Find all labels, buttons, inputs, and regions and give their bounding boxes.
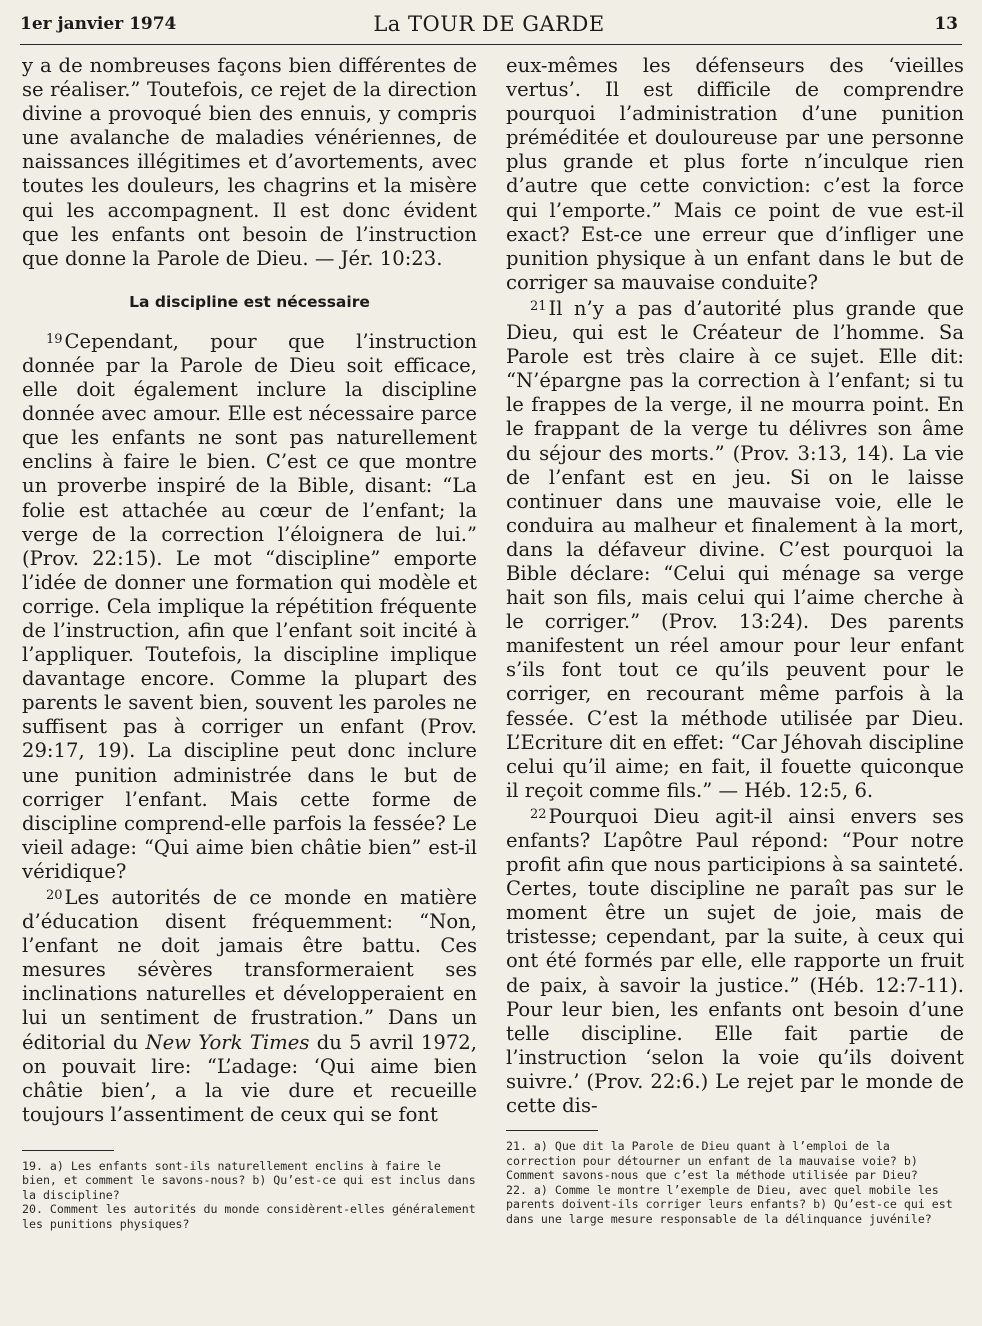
left-column	[22, 54, 477, 1231]
paragraph-21	[506, 295, 964, 803]
footnote-22: 22. a) Comme le montre l’exemple de Dieu, avec quel mobile les parents doivent-ils corriger leurs enfants? b) Qu’est-ce qui est dans une large mesure responsable de la délinquance juvénile?	[506, 1182, 953, 1226]
paragraph-22	[506, 803, 964, 1118]
paragraph-21-text: Il n’y a pas d’autorité plus grande que Dieu, qui est le Créateur de l’homme. Sa Parole est très claire à ce sujet. Elle dit: “N’épargne pas la correction à l’enfant; si tu le frappes de la verge, il ne mourra point. En le frappant de la verge tu délivres son âme du séjour des morts.” (Prov. 3:13, 14). La vie de l’enfant est en jeu. Si on le laisse continuer dans une mauvaise voie, elle le conduira au malheur et finalement à la mort, dans la défaveur divine. C’est pourquoi la Bible déclare: “Celui qui ménage sa verge hait son fils, mais celui qui l’aime cherche à le corriger.” (Prov. 13:24). Des parents manifestent un réel amour pour leur enfant s’ils font tout ce qu’ils peuvent pour le corriger, en recourant même parfois à la fessée. C’est la méthode utilisée par Dieu. L’Ecriture dit en effet: “Car Jéhovah discipline celui qu’il aime; en fait, il fouette quiconque il reçoit comme fils.” — Héb. 12:5, 6.	[506, 296, 964, 802]
publication-title: La TOUR DE GARDE	[373, 12, 605, 36]
paragraph-19-text: Cependant, pour que l’instruction donnée par la Parole de Dieu soit efficace, elle doit également inclure la discipline donnée avec amour. Elle est nécessaire parce que les enfants ne sont pas naturellement enclins à faire le bien. C’est ce que montre un proverbe inspiré de la Bible, disant: “La folie est attachée au cœur de l’enfant; la verge de la correction l’éloignera de lui.” (Prov. 22:15). Le mot “discipline” emporte l’idée de donner une formation qui modèle et corrige. Cela implique la répétition fréquente de l’instruction, afin que l’enfant soit incité à l’appliquer. Toutefois, la discipline implique davantage encore. Comme la plupart des parents le savent bien, souvent les paroles ne suffisent pas à corriger un enfant (Prov. 29:17, 19). La discipline peut donc inclure une punition administrée dans le but de corriger l’enfant. Mais cette forme de discipline comprend-elle parfois la fessée? Le vieil adage: “Qui aime bien châtie bien” est-il véridique?	[22, 329, 477, 883]
paragraph-20-text-b: du 5 avril 1972, on pouvait lire: “L’adage: ‘Qui aime bien châtie bien’, a la vie dure et recueille toujours l’assentiment de ceux qui se font	[22, 1030, 477, 1126]
footnote-21: 21. a) Que dit la Parole de Dieu quant à l’emploi de la correction pour détourner un enfant de la mauvaise voie? b) Comment savons-nous que c’est la méthode utilisée par Dieu?	[506, 1139, 918, 1183]
page-number: 13	[934, 14, 958, 34]
paragraph-20-text-a: Les autorités de ce monde en matière d’éducation disent fréquemment: “Non, l’enfant ne doit jamais être battu. Ces mesures sévères transformeraient ses inclinations naturelles et développeraient en lui un sentiment de frustration.” Dans un éditorial du	[22, 886, 477, 1054]
paragraph-18-continued: y a de nombreuses façons bien différentes de se réaliser.” Toutefois, ce rejet de la direction divine a provoqué bien des ennuis, y compris une avalanche de maladies vénériennes, de naissances illégitimes et d’avortements, avec toutes les douleurs, les chagrins et la misère qui les accompagnent. Il est donc évident que les enfants ont besoin de l’instruction que donne la Parole de Dieu. — Jér. 10:23.	[22, 54, 477, 270]
right-column	[506, 54, 964, 1226]
footnote-rule	[22, 1150, 114, 1151]
paragraph-number-20: 20	[46, 888, 63, 903]
header-rule	[20, 44, 962, 45]
section-heading: La discipline est nécessaire	[129, 292, 370, 311]
paragraph-22-text: Pourquoi Dieu agit-il ainsi envers ses enfants? L’apôtre Paul répond: “Pour notre profit afin que nous participions à sa sainteté. Certes, toute discipline ne paraît pas sur le moment être un sujet de joie, mais de tristesse; cependant, par la suite, à ceux qui ont été formés par elle, elle rapporte un fruit de paix, à savoir la justice.” (Héb. 12:7-11). Pour leur bien, les enfants ont besoin d’une telle discipline. Elle fait partie de l’instruction ‘selon la voie qu’ils doivent suivre.’ (Prov. 22:6.) Le rejet par le monde de cette dis-	[506, 804, 964, 1118]
paragraph-20	[22, 884, 477, 1127]
paragraph-20-continued: eux-mêmes les défenseurs des ‘vieilles vertus’. Il est difficile de comprendre pourquoi l’administration d’une punition préméditée et douloureuse par une personne plus grande et plus forte n’inculque rien d’autre que cette conviction: c’est la force qui l’emporte.” Mais ce point de vue est-il exact? Est-ce une erreur que d’infliger une punition physique à un enfant dans le but de corriger sa mauvaise conduite?	[506, 54, 964, 294]
footnote-20: 20. Comment les autorités du monde considèrent-elles généralement les punitions physiques?	[22, 1202, 476, 1231]
footnote-19: 19. a) Les enfants sont-ils naturellement enclins à faire le bien, et comment le savons-nous? b) Qu’est-ce qui est inclus dans la discipline?	[22, 1158, 476, 1202]
issue-date: 1er janvier 1974	[20, 14, 177, 34]
paragraph-number-21: 21	[530, 298, 547, 314]
paragraph-number-22: 22	[530, 806, 547, 822]
page-header	[20, 10, 958, 40]
paragraph-19	[22, 328, 477, 884]
footnote-rule	[506, 1130, 598, 1131]
paragraph-number-19: 19	[46, 331, 63, 347]
newspaper-name: New York Times	[145, 1030, 310, 1054]
